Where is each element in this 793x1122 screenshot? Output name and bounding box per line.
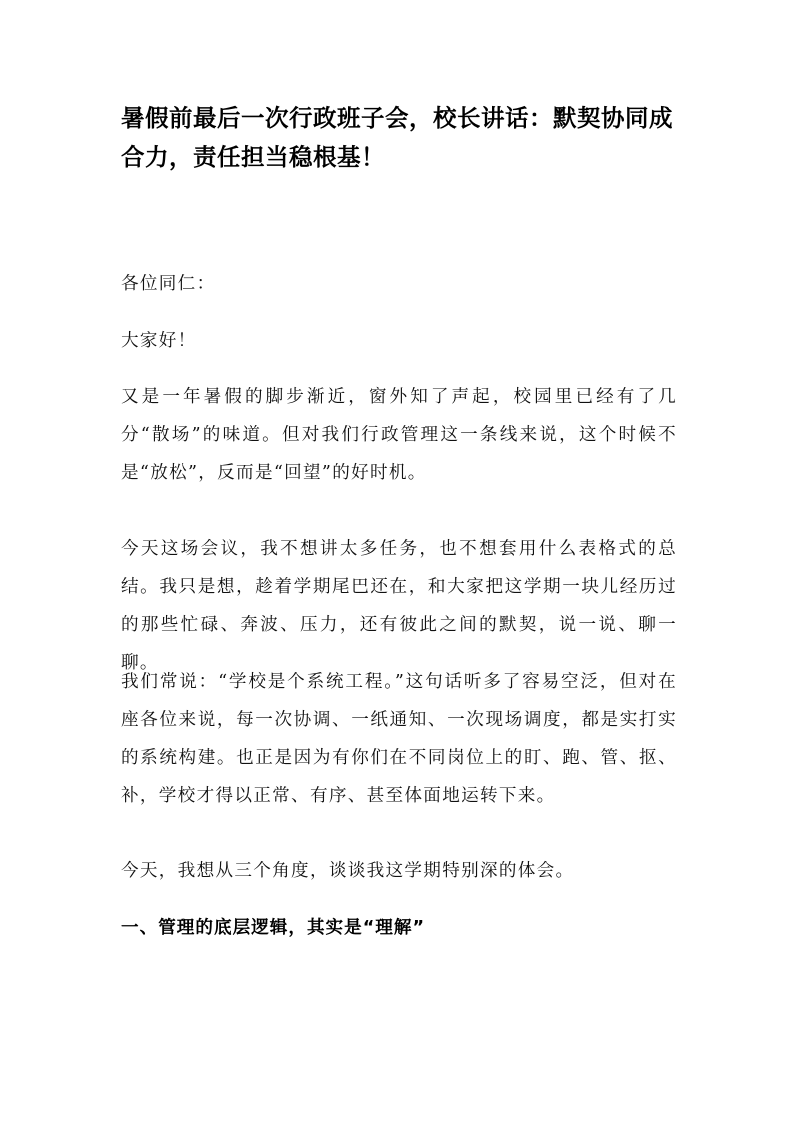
paragraph-4: 今天，我想从三个角度，谈谈我这学期特别深的体会。 [121,861,575,881]
paragraph-1: 又是一年暑假的脚步渐近，窗外知了声起，校园里已经有了几分“散场”的味道。但对我们行政管理这一条线来说，这个时候不是“放松”，反而是“回望”的好时机。 [121,387,677,483]
document-title: 暑假前最后一次行政班子会，校长讲话：默契协同成合力，责任担当稳根基！ [121,104,673,171]
greeting: 大家好！ [121,331,197,351]
salutation: 各位同仁： [121,274,216,294]
section-heading-1: 一、管理的底层逻辑，其实是“理解” [121,918,426,938]
paragraph-2: 今天这场会议，我不想讲太多任务，也不想套用什么表格式的总结。我只是想，趁着学期尾巴还在，和大家把这学期一块儿经历过的那些忙碌、奔波、压力，还有彼此之间的默契，说一说、聊一聊。 [121,539,677,673]
paragraph-3: 我们常说：“学校是个系统工程。”这句话听多了容易空泛，但对在座各位来说，每一次协调、一纸通知、一次现场调度，都是实打实的系统构建。也正是因为有你们在不同岗位上的盯、跑、管、抠、补，学校才得以正常、有序、甚至体面地运转下来。 [121,672,677,806]
